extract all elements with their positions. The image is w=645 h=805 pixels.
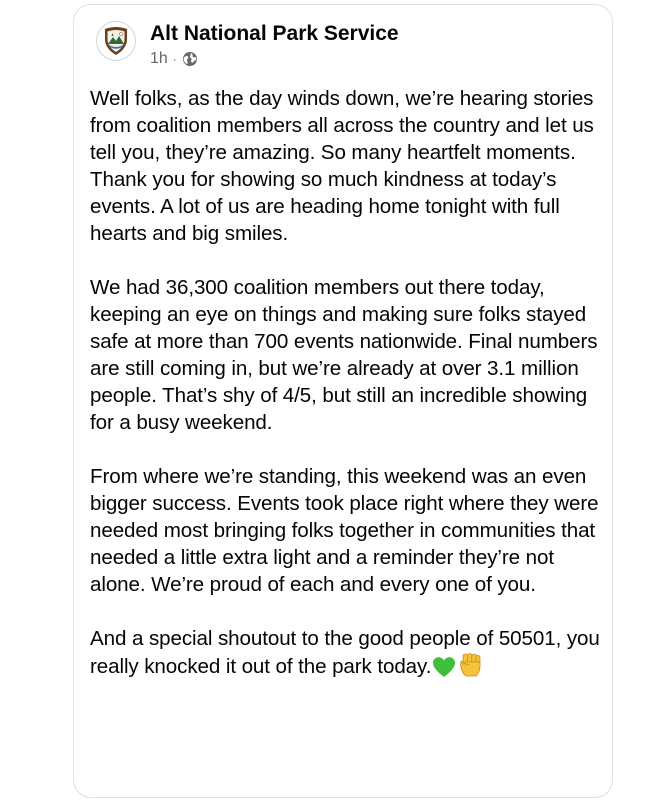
post-meta — [150, 21, 399, 69]
globe-icon[interactable] — [182, 51, 198, 67]
page-avatar[interactable] — [96, 21, 136, 61]
page-name-link[interactable]: Alt National Park Service — [150, 22, 399, 45]
post-paragraph-3: From where we’re standing, this weekend was an even bigger success. Events took place right where they were needed most bringing folks together in communities that needed a little extra light and a reminder they’re not alone. We’re proud of each and every one of you. — [90, 465, 599, 596]
post-header — [96, 21, 399, 69]
post-card — [73, 4, 613, 798]
green-heart-emoji-icon — [432, 656, 456, 685]
post-subline — [150, 49, 399, 69]
post-timestamp[interactable]: 1h — [150, 50, 168, 67]
nps-logo-icon — [100, 25, 132, 57]
post-paragraph-4: And a special shoutout to the good people of 50501, you really knocked it out of the park today. — [90, 627, 600, 678]
post-paragraph-4-wrapper — [90, 625, 604, 685]
post-body — [90, 85, 604, 685]
post-paragraph-2: We had 36,300 coalition members out there today, keeping an eye on things and making sure folks stayed safe at more than 700 events nationwide. Final numbers are still coming in, but we’re already at over 3.1 million people. That’s shy of 4/5, but still an incredible showing for a busy weekend. — [90, 276, 598, 434]
raised-fist-emoji-icon — [457, 652, 483, 685]
post-paragraph-1: Well folks, as the day winds down, we’re hearing stories from coalition members all across the country and let us tell you, they’re amazing. So many heartfelt moments. Thank you for showing so much kindness at today’s events. A lot of us are heading home tonight with full hearts and big smiles. — [90, 87, 594, 245]
separator-dot: · — [172, 52, 177, 66]
